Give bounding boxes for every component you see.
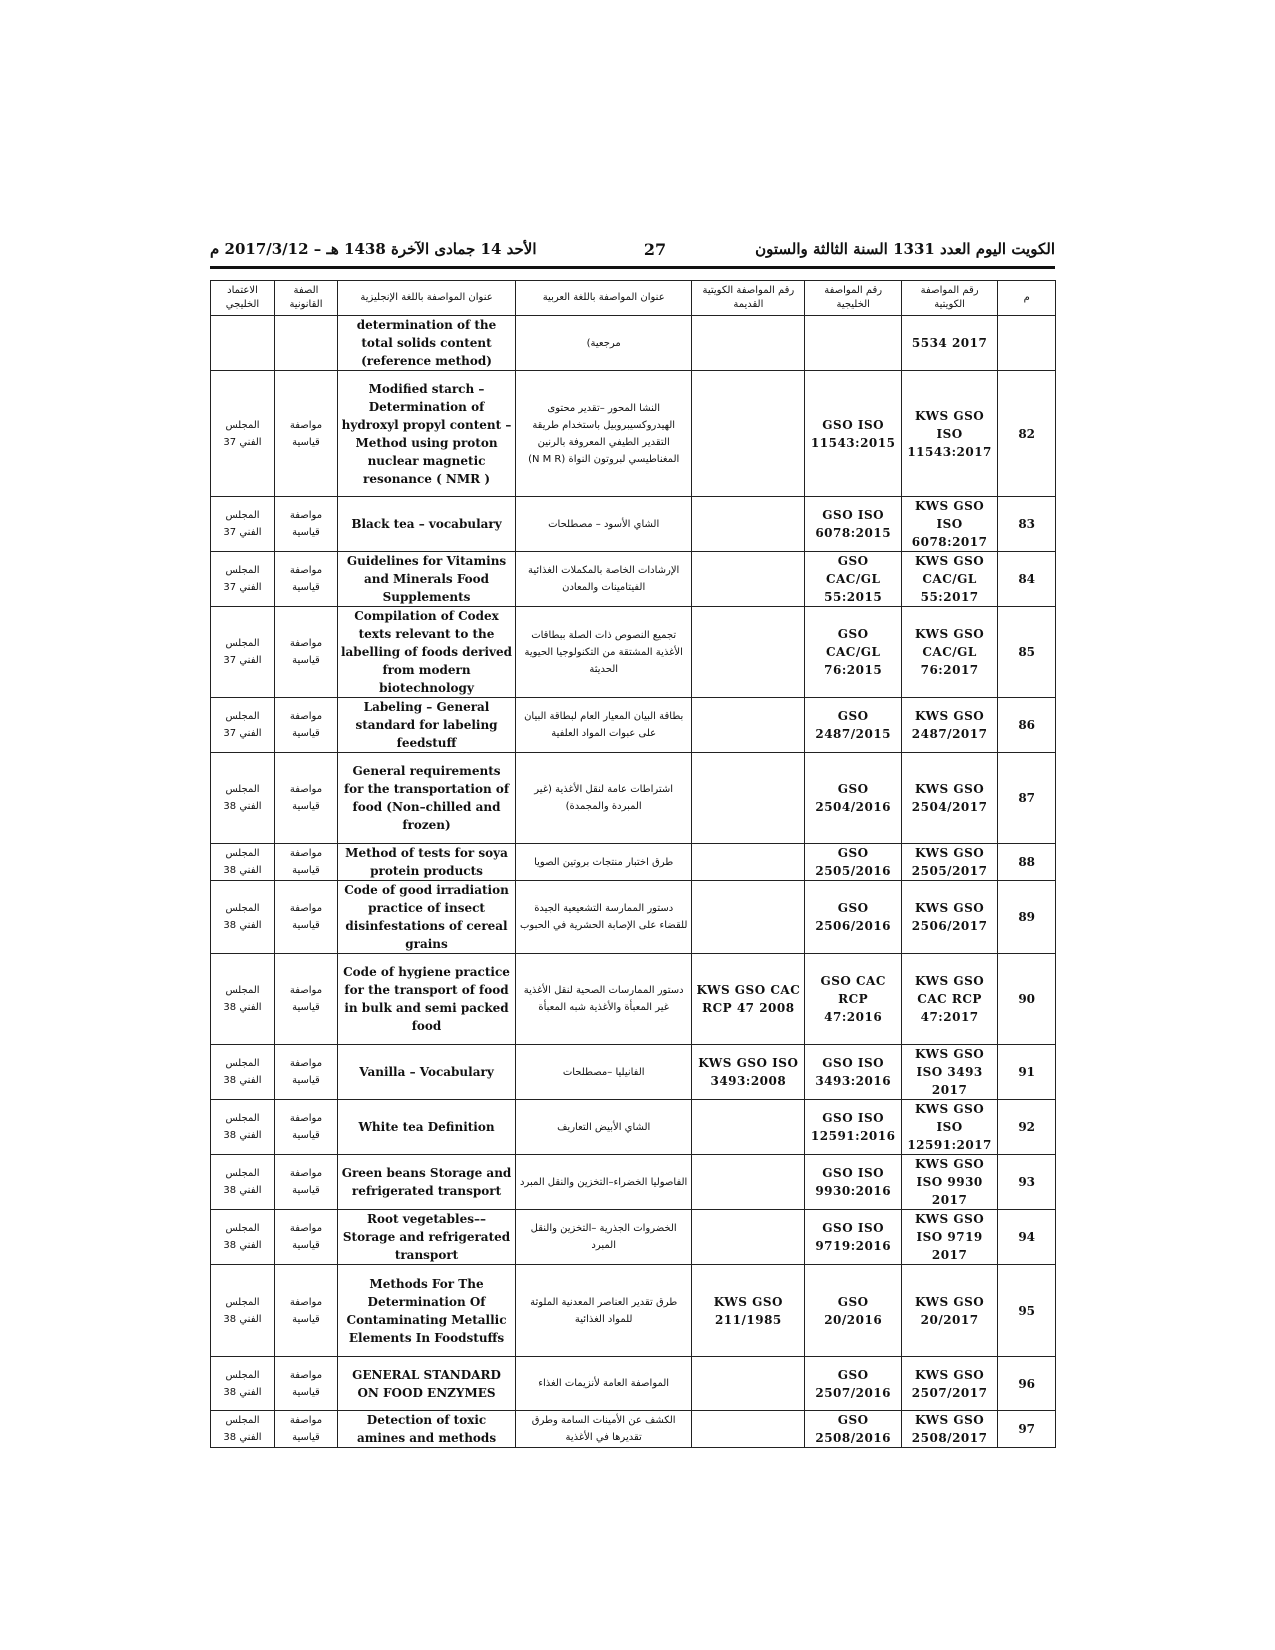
col-header-old: رقم المواصفة الكويتية القديمة	[692, 281, 805, 316]
kws-number: KWS GSO 2504/2017	[901, 753, 997, 844]
row-number: 84	[998, 552, 1056, 607]
gulf-approval: المجلس الفني 38	[211, 1045, 275, 1100]
arabic-title: الخضروات الجذرية –التخزين والنقل المبرد	[516, 1210, 692, 1265]
row-number: 91	[998, 1045, 1056, 1100]
gazette-issue: الكويت اليوم العدد 1331 السنة الثالثة والستون	[755, 240, 1055, 258]
gso-number: GSO CAC/GL 55:2015	[805, 552, 901, 607]
arabic-title: المواصفة العامة لأنزيمات الغذاء	[516, 1357, 692, 1411]
old-kws-number	[692, 1155, 805, 1210]
gso-number: GSO ISO 9719:2016	[805, 1210, 901, 1265]
legal-status: مواصفة قياسية	[275, 753, 338, 844]
legal-status: مواصفة قياسية	[275, 497, 338, 552]
issue-date: الأحد 14 جمادى الآخرة 1438 هـ – 2017/3/12 م	[210, 240, 537, 258]
kws-number: KWS GSO CAC/GL 76:2017	[901, 607, 997, 698]
gulf-approval: المجلس الفني 38	[211, 1265, 275, 1357]
gso-number: GSO 2506/2016	[805, 881, 901, 954]
row-number: 89	[998, 881, 1056, 954]
gso-number: GSO 2508/2016	[805, 1411, 901, 1448]
gulf-approval: المجلس الفني 38	[211, 1411, 275, 1448]
table-row	[211, 753, 1056, 844]
row-number: 87	[998, 753, 1056, 844]
legal-status: مواصفة قياسية	[275, 607, 338, 698]
english-title: Green beans Storage and refrigerated transport	[337, 1155, 515, 1210]
row-number: 93	[998, 1155, 1056, 1210]
legal-status	[275, 316, 338, 371]
arabic-title: الفانيليا –مصطلحات	[516, 1045, 692, 1100]
standards-table	[210, 280, 1056, 1448]
gulf-approval: المجلس الفني 37	[211, 698, 275, 753]
kws-number: KWS GSO ISO 11543:2017	[901, 371, 997, 497]
arabic-title: تجميع النصوص ذات الصلة ببطاقات الأغذية المشتقة من التكنولوجيا الحيوية الحديثة	[516, 607, 692, 698]
table-row	[211, 698, 1056, 753]
english-title: GENERAL STANDARD ON FOOD ENZYMES	[337, 1357, 515, 1411]
legal-status: مواصفة قياسية	[275, 698, 338, 753]
arabic-title: طرق اختبار منتجات بروتين الصويا	[516, 844, 692, 881]
row-number	[998, 316, 1056, 371]
kws-number: KWS GSO CAC/GL 55:2017	[901, 552, 997, 607]
row-number: 88	[998, 844, 1056, 881]
table-row	[211, 1265, 1056, 1357]
row-number: 96	[998, 1357, 1056, 1411]
legal-status: مواصفة قياسية	[275, 954, 338, 1045]
old-kws-number: KWS GSO 211/1985	[692, 1265, 805, 1357]
old-kws-number	[692, 1357, 805, 1411]
arabic-title: الشاي الأبيض التعاريف	[516, 1100, 692, 1155]
gulf-approval: المجلس الفني 38	[211, 881, 275, 954]
gulf-approval: المجلس الفني 38	[211, 1357, 275, 1411]
gulf-approval: المجلس الفني 38	[211, 753, 275, 844]
gulf-approval: المجلس الفني 38	[211, 954, 275, 1045]
gso-number: GSO CAC RCP 47:2016	[805, 954, 901, 1045]
arabic-title: الشاي الأسود – مصطلحات	[516, 497, 692, 552]
kws-number: 5534 2017	[901, 316, 997, 371]
gso-number: GSO ISO 9930:2016	[805, 1155, 901, 1210]
english-title: General requirements for the transportation of food (Non–chilled and frozen)	[337, 753, 515, 844]
english-title: Methods For The Determination Of Contaminating Metallic Elements In Foodstuffs	[337, 1265, 515, 1357]
legal-status: مواصفة قياسية	[275, 1411, 338, 1448]
table-row	[211, 954, 1056, 1045]
row-number: 92	[998, 1100, 1056, 1155]
row-number: 86	[998, 698, 1056, 753]
page-number: 27	[643, 240, 667, 259]
table-row	[211, 316, 1056, 371]
english-title: Compilation of Codex texts relevant to the labelling of foods derived from modern biotechnology	[337, 607, 515, 698]
old-kws-number	[692, 371, 805, 497]
legal-status: مواصفة قياسية	[275, 552, 338, 607]
arabic-title: الإرشادات الخاصة بالمكملات الغذائية الفيتامينات والمعادن	[516, 552, 692, 607]
gso-number: GSO CAC/GL 76:2015	[805, 607, 901, 698]
kws-number: KWS GSO ISO 9719 2017	[901, 1210, 997, 1265]
table-row	[211, 371, 1056, 497]
gulf-approval: المجلس الفني 37	[211, 552, 275, 607]
old-kws-number: KWS GSO CAC RCP 47 2008	[692, 954, 805, 1045]
english-title: Code of hygiene practice for the transport of food in bulk and semi packed food	[337, 954, 515, 1045]
english-title: Method of tests for soya protein products	[337, 844, 515, 881]
kws-number: KWS GSO 2506/2017	[901, 881, 997, 954]
kws-number: KWS GSO 2505/2017	[901, 844, 997, 881]
legal-status: مواصفة قياسية	[275, 1357, 338, 1411]
legal-status: مواصفة قياسية	[275, 371, 338, 497]
gso-number: GSO ISO 3493:2016	[805, 1045, 901, 1100]
gso-number: GSO 2507/2016	[805, 1357, 901, 1411]
row-number: 90	[998, 954, 1056, 1045]
english-title: Detection of toxic amines and methods	[337, 1411, 515, 1448]
table-row	[211, 1357, 1056, 1411]
english-title: Labeling – General standard for labeling feedstuff	[337, 698, 515, 753]
legal-status: مواصفة قياسية	[275, 881, 338, 954]
table-header-row	[211, 281, 1056, 316]
table-row	[211, 844, 1056, 881]
old-kws-number	[692, 753, 805, 844]
legal-status: مواصفة قياسية	[275, 1210, 338, 1265]
gso-number: GSO 2504/2016	[805, 753, 901, 844]
english-title: White tea Definition	[337, 1100, 515, 1155]
english-title: Modified starch – Determination of hydroxyl propyl content – Method using proton nuclear magnetic resonance ( NMR )	[337, 371, 515, 497]
gulf-approval: المجلس الفني 38	[211, 844, 275, 881]
kws-number: KWS GSO 2508/2017	[901, 1411, 997, 1448]
old-kws-number	[692, 1210, 805, 1265]
kws-number: KWS GSO ISO 3493 2017	[901, 1045, 997, 1100]
row-number: 94	[998, 1210, 1056, 1265]
arabic-title: دستور الممارسة التشعيعية الجيدة للقضاء على الإصابة الحشرية في الحبوب	[516, 881, 692, 954]
gulf-approval	[211, 316, 275, 371]
old-kws-number: KWS GSO ISO 3493:2008	[692, 1045, 805, 1100]
gulf-approval: المجلس الفني 38	[211, 1210, 275, 1265]
old-kws-number	[692, 316, 805, 371]
kws-number: KWS GSO 2507/2017	[901, 1357, 997, 1411]
table-row	[211, 1045, 1056, 1100]
gulf-approval: المجلس الفني 37	[211, 371, 275, 497]
col-header-approval: الاعتماد الخليجي	[211, 281, 275, 316]
old-kws-number	[692, 1100, 805, 1155]
english-title: Guidelines for Vitamins and Minerals Food Supplements	[337, 552, 515, 607]
col-header-ar-title: عنوان المواصفة باللغة العربية	[516, 281, 692, 316]
page-header	[210, 240, 1055, 269]
arabic-title: الكشف عن الأمينات السامة وطرق تقديرها في الأغذية	[516, 1411, 692, 1448]
row-number: 82	[998, 371, 1056, 497]
old-kws-number	[692, 1411, 805, 1448]
kws-number: KWS GSO ISO 6078:2017	[901, 497, 997, 552]
gso-number: GSO ISO 12591:2016	[805, 1100, 901, 1155]
col-header-kws: رقم المواصفة الكويتية	[901, 281, 997, 316]
gso-number	[805, 316, 901, 371]
kws-number: KWS GSO 2487/2017	[901, 698, 997, 753]
legal-status: مواصفة قياسية	[275, 844, 338, 881]
kws-number: KWS GSO CAC RCP 47:2017	[901, 954, 997, 1045]
gulf-approval: المجلس الفني 38	[211, 1155, 275, 1210]
english-title: determination of the total solids content (reference method)	[337, 316, 515, 371]
table-row	[211, 881, 1056, 954]
legal-status: مواصفة قياسية	[275, 1045, 338, 1100]
row-number: 95	[998, 1265, 1056, 1357]
legal-status: مواصفة قياسية	[275, 1265, 338, 1357]
table-row	[211, 497, 1056, 552]
kws-number: KWS GSO 20/2017	[901, 1265, 997, 1357]
arabic-title: الفاصوليا الخضراء–التخزين والنقل المبرد	[516, 1155, 692, 1210]
gso-number: GSO 2487/2015	[805, 698, 901, 753]
gulf-approval: المجلس الفني 37	[211, 497, 275, 552]
table-row	[211, 607, 1056, 698]
col-header-no: م	[998, 281, 1056, 316]
arabic-title: دستور الممارسات الصحية لنقل الأغذية غير المعبأة والأغذية شبه المعبأة	[516, 954, 692, 1045]
arabic-title: طرق تقدير العناصر المعدنية الملوثة للمواد الغذائية	[516, 1265, 692, 1357]
old-kws-number	[692, 881, 805, 954]
gso-number: GSO 20/2016	[805, 1265, 901, 1357]
arabic-title: مرجعية)	[516, 316, 692, 371]
row-number: 85	[998, 607, 1056, 698]
legal-status: مواصفة قياسية	[275, 1100, 338, 1155]
table-row	[211, 1155, 1056, 1210]
table-row	[211, 1411, 1056, 1448]
gso-number: GSO 2505/2016	[805, 844, 901, 881]
arabic-title: بطاقة البيان المعيار العام لبطاقة البيان على عبوات المواد العلفية	[516, 698, 692, 753]
old-kws-number	[692, 552, 805, 607]
gulf-approval: المجلس الفني 37	[211, 607, 275, 698]
old-kws-number	[692, 497, 805, 552]
arabic-title: النشا المحور –تقدير محتوى الهيدروكسيبروبيل باستخدام طريقة التقدير الطيفي المعروفة بالرنين المغناطيسي لبروتون النواة (N M R)	[516, 371, 692, 497]
gulf-approval: المجلس الفني 38	[211, 1100, 275, 1155]
english-title: Root vegetables–– Storage and refrigerated transport	[337, 1210, 515, 1265]
old-kws-number	[692, 698, 805, 753]
table-row	[211, 552, 1056, 607]
kws-number: KWS GSO ISO 9930 2017	[901, 1155, 997, 1210]
col-header-legal: الصفة القانونية	[275, 281, 338, 316]
col-header-en-title: عنوان المواصفة باللغة الإنجليزية	[337, 281, 515, 316]
col-header-gso: رقم المواصفة الخليجية	[805, 281, 901, 316]
gso-number: GSO ISO 6078:2015	[805, 497, 901, 552]
old-kws-number	[692, 607, 805, 698]
english-title: Vanilla – Vocabulary	[337, 1045, 515, 1100]
table-row	[211, 1100, 1056, 1155]
row-number: 97	[998, 1411, 1056, 1448]
arabic-title: اشتراطات عامة لنقل الأغذية (غير المبردة والمجمدة)	[516, 753, 692, 844]
legal-status: مواصفة قياسية	[275, 1155, 338, 1210]
english-title: Black tea – vocabulary	[337, 497, 515, 552]
english-title: Code of good irradiation practice of insect disinfestations of cereal grains	[337, 881, 515, 954]
row-number: 83	[998, 497, 1056, 552]
kws-number: KWS GSO ISO 12591:2017	[901, 1100, 997, 1155]
table-row	[211, 1210, 1056, 1265]
gso-number: GSO ISO 11543:2015	[805, 371, 901, 497]
old-kws-number	[692, 844, 805, 881]
